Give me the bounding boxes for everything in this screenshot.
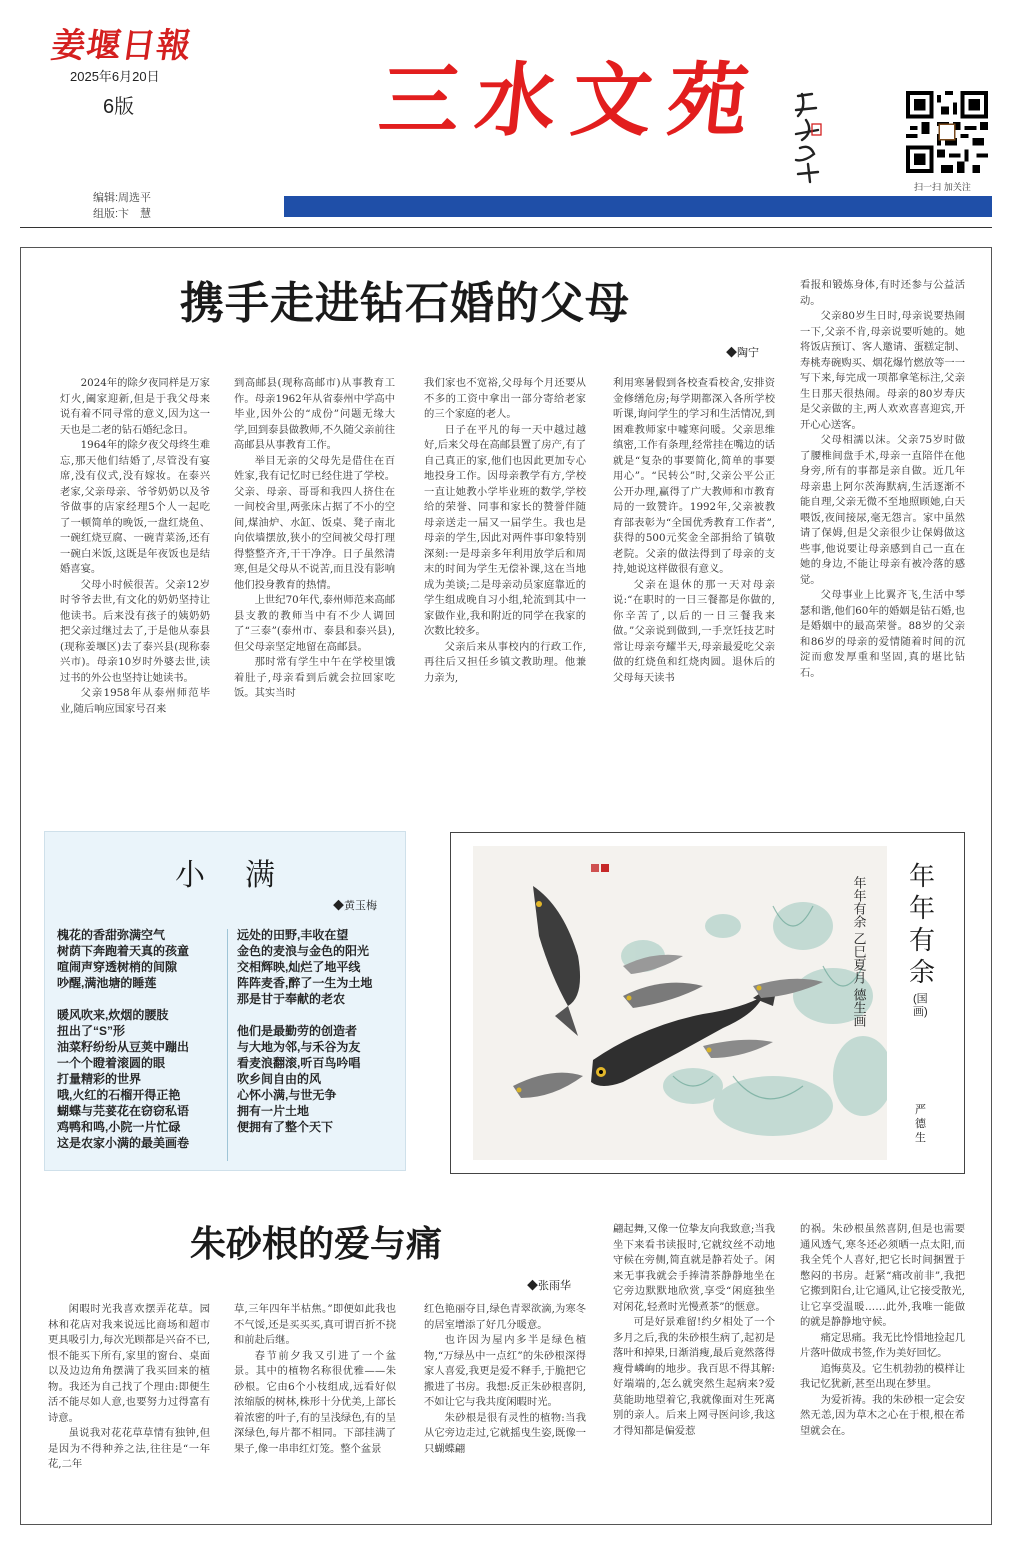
article-title: 朱砂根的爱与痛 [190,1223,443,1265]
paragraph: 红色艳丽夺目,绿色青翠欲滴,为寒冬的居室增添了好几分暖意。 [424,1303,586,1331]
header-color-bar [284,196,992,217]
paragraph: 父亲后来从事校内的行政工作,再往后又担任乡镇文教助理。他兼力亲为, [424,640,586,684]
qr-caption: 扫一扫 加关注 [914,183,971,193]
paragraph: 1964年的除夕夜父母终生难忘,那天他们结婚了,尽管没有宴席,没有仪式,没有嫁妆。在泰兴老家,父亲母亲、爷爷奶奶以及爷爷做事的店家经理5个人一起吃了一顿简单的晚饭,一盘红烧鱼、一碗红烧豆腐、一碗青菜汤,还有一碗白米饭,这既是年夜饭也是结婚喜宴。 [60,439,210,575]
paragraph: 日子在平凡的每一天中越过越好,后来父母在高邮县置了房产,有了自己真正的家,他们也因此更加专心地投身工作。因母亲教学有方,学校一直让她教小学毕业班的数学,学校给的荣誉、同事和家长的赞誉伴随母亲送走一届又一届学生。我也是母亲的学生,因此对两件事印象特别深刻:一是母亲多年利用放学后和周末的时间为学生无偿补课,这在当地成为美谈;二是母亲动员家庭靠近的学生组成晚自习小组,轮流到其中一家做作业,我和附近的同学在我家的次数比较多。 [424,423,586,637]
paragraph: 的祸。朱砂根虽然喜阴,但是也需要通风透气,寒冬还必须晒一点太阳,而我全凭个人喜好,把它长时间捆置于憋闷的书房。赶紧“痛改前非”,我把它搬到阳台,让它通风,让它接受散光,让它享受温暖……此外,我唯一能做的就是静静地守候。 [800,1223,965,1328]
paragraph: 父亲在退休的那一天对母亲说:“在职时的一日三餐都是你做的,你辛苦了,以后的一日三餐我来做。”父亲说到做到,一手烹饪技艺时常让母亲夸耀半天,母亲最爱吃父亲做的红烧鱼和红烧肉圆。退休后的父母每天读书 [613,578,775,684]
paragraph: 父亲80岁生日时,母亲说要热闹一下,父亲不肯,母亲说要听她的。她将饭店预订、客人邀请、蛋糕定制、寿桃寿碗购买、烟花爆竹燃放等一一写下来,每完成一项都拿笔标注,父亲生日那天很热闹。母亲的80岁寿庆是父亲做的主,两人欢欢喜喜迎宾,开开心心送客。 [800,310,965,431]
article-column [424,1302,586,1517]
poem-stanzas-left: 槐花的香甜弥满空气 树荫下奔跑着天真的孩童 喧闹声穿透树梢的间隙 吵醒,满池塘的睡莲 暖风吹来,炊烟的腰肢 扭出了“S”形 油菜籽纷纷从豆荚中蹦出 一个个瞪着滚圆的眼 打量精彩的世界 哦,火红的石榴开得正艳 蝴蝶与芫荽花在窃窃私语 鸡鸭和鸣,小院一片忙碌 这是农家小满的最美画卷 [57,928,190,1150]
calligraphy-signature-icon [788,90,824,186]
painting-artist: 严德生 [915,1104,926,1144]
newspaper-logo: 姜堰日報 [48,26,195,66]
article-column [48,1302,210,1517]
poem-byline: ◆黄玉梅 [333,900,377,912]
paragraph: 朱砂根是很有灵性的植物:当我从它旁边走过,它就摇曳生姿,既像一只蝴蝶翩 [424,1411,586,1455]
qr-code-icon[interactable] [906,91,988,173]
paragraph: 可是好景难留!约夕相处了一个多月之后,我的朱砂根生病了,起初是落叶和掉果,日渐消瘦,最后竟然落得瘦骨嶙峋的地步。我百思不得其解:好端端的,怎么就突然生起病来?爱莫能助地望着它,我就像面对生死离别的亲人。后来上网寻医问诊,我这才得知都是偏爱惹 [613,1316,775,1437]
paragraph: 翩起舞,又像一位挚友向我致意;当我坐下来看书读报时,它就纹丝不动地守候在旁侧,简直就是静若处子。闲来无事我就会手捧清茶静静地坐在它旁边默默地欣赏,享受“闲庭独坐对闲花,轻煮时光慢煮茶”的惬意。 [613,1223,775,1313]
editor-line: 编辑:周选平 [93,192,152,204]
article-column [234,1302,396,1517]
paragraph: 父母事业上比翼齐飞,生活中琴瑟和谐,他们60年的婚姻是钻石婚,也是婚姻中的最高荣誉。88岁的父亲和86岁的母亲的爱情随着时间的沉淀而愈发厚重和坚固,真的堪比钻石。 [800,589,965,679]
paragraph: 草,三年四年半枯焦。”即便如此我也不气馁,还是买买买,真可谓百折不挠和前赴后继。 [234,1303,396,1346]
paragraph: 父母小时候很苦。父亲12岁时爷爷去世,有文化的奶奶坚持让他读书。后来没有孩子的姨奶奶把父亲过继过去了,于是他从泰县(现称姜堰区)去了泰兴县(现称泰兴市)。母亲10岁时外婆去世,读过书的外公也坚持让她读书。 [60,578,210,684]
paragraph: 2024年的除夕夜同样是万家灯火,阖家迎新,但是于我父母来说有着不同寻常的意义,因为这一天也是二老的钻石婚纪念日。 [60,377,210,436]
paragraph: 春节前夕我又引进了一个盆景。其中的植物名称很优雅——朱砂根。它由6个小枝组成,远看好似浓缩版的树林,株形十分优美,上部长着浓密的叶子,有的呈浅绿色,有的呈深绿色,每片都不相同。下部挂满了果子,像一串串红灯笼。整个盆景 [234,1349,396,1455]
page-number: 6版 [103,96,135,118]
paragraph: 我们家也不宽裕,父母每个月还要从不多的工资中拿出一部分寄给老家的三个家庭的老人。 [424,377,586,420]
paragraph: 那时常有学生中午在学校里饿着肚子,母亲看到后就会拉回家吃饭。其实当时 [234,656,395,699]
paragraph: 也许因为屋内多半是绿色植物,“万绿丛中一点红”的朱砂根深得家人喜爱,我更是爱不释手,于脆把它搬进了书房。我想:反正朱砂根喜阴,不如让它与我共度闲暇时光。 [424,1334,586,1408]
poem-box [44,831,406,1171]
paragraph: 为爱祈祷。我的朱砂根一定会安然无恙,因为草木之心在于根,根在希望就会在。 [800,1393,965,1437]
poem-title: 小满 [175,858,315,893]
paragraph: 追悔莫及。它生机勃勃的模样让我记忆犹新,甚至出现在梦里。 [800,1362,965,1390]
painting-frame [450,832,965,1174]
poem-stanzas-right: 远处的田野,丰收在望 金色的麦浪与金色的阳光 交相辉映,灿烂了地平线 阵阵麦香,醉了一生为土地 那是甘于奉献的老农 他们是最勤劳的创造者 与大地为邻,与禾谷为友 看麦浪翻滚,听百鸟吟唱 吹乡间自由的风 心怀小满,与世无争 拥有一片土地 便拥有了整个天下 [237,928,373,1134]
article-column [60,376,210,816]
article-column [800,278,965,818]
issue-date: 2025年6月20日 [70,69,160,84]
painting-inscription: 年年有余 乙巳夏月 德生画 [850,876,866,1028]
paragraph: 利用寒暑假到各校查看校舍,安排资金修缮危房;每学期都深入各所学校听课,询问学生的学习和生活情况,到困难教师家中嘘寒问暖。父亲思维缜密,工作有条理,经常挂在嘴边的话就是“复杂的事要简化,简单的事要用心”。“民转公”时,父亲公平公正公开办理,赢得了广大教师和市教育局的一致赞许。1992年,父亲被教育部表彰为“全国优秀教育工作者”,获得的500元奖金全部捐给了镇敬老院。父亲的做法得到了母亲的支持,她说这样做很有意义。 [613,377,775,575]
article-column [613,376,775,816]
article-byline: ◆张雨华 [527,1280,571,1292]
paragraph: 举目无亲的父母先是借住在百姓家,我有记忆时已经住进了学校。父亲、母亲、哥哥和我四人挤住在一间校舍里,两张床占据了不小的空间,煤油炉、水缸、饭桌、凳子南北向依墙摆放,狭小的空间被父母打理得整整齐齐,干干净净。日子虽然清寒,但是父母从不说苦,而且没有影响他们投身教育的热情。 [234,454,395,591]
layout-line: 组版:卞 慧 [93,208,152,220]
paragraph: 父亲1958年从泰州师范毕业,随后响应国家号召来 [60,687,210,715]
article-column [234,376,395,816]
article-column [424,376,586,816]
article-column [613,1222,775,1517]
poem-divider [227,929,228,1161]
editor-credits [93,190,151,222]
paragraph: 看报和锻炼身体,有时还参与公益活动。 [800,279,965,307]
painting-medium: (国画) [913,993,928,1018]
article-byline: ◆陶宁 [726,347,759,359]
paragraph: 父母相濡以沫。父亲75岁时做了腰椎间盘手术,母亲一直陪伴在他身旁,所有的事都是亲自做。近几年母亲患上阿尔茨海默病,生活逐渐不能自理,父亲无微不至地照顾她,白天喂饭,夜间接尿,毫无怨言。家中虽然请了保姆,但是父亲很少让保姆做这些事,他说要让母亲感到自己一直在她的身边,不能让母亲有被冷落的感觉。 [800,434,965,586]
painting-title: 年年有余 [909,862,936,988]
koi-painting-image [473,846,887,1160]
paragraph: 上世纪70年代,泰州师范来高邮县支教的教师当中有不少人调回了“三泰”(泰州市、泰县和泰兴县),但父母亲坚定地留在高邮县。 [234,594,395,653]
paragraph: 到高邮县(现称高邮市)从事教育工作。母亲1962年从省泰州中学高中毕业,因外公的“成份”问题无缘大学,回到泰县做教师,不久随父亲前往高邮县从事教育工作。 [234,377,395,451]
article-title: 携手走进钻石婚的父母 [180,278,630,329]
paragraph: 闲暇时光我喜欢摆弄花草。园林和花店对我来说远比商场和超市更具吸引力,每次光顾都是兴奋不已,恨不能买下所有,家里的窗台、桌面以及边边角角摆满了我买回来的植物。我还为自己找了个理由:即便生活不能尽如人意,也要努力过得富有诗意。 [48,1303,210,1424]
paragraph: 虽说我对花花草草情有独钟,但是因为不得种养之法,往往是“一年花,二年 [48,1427,210,1470]
section-title: 三水文苑 [375,53,769,147]
header-divider [20,227,992,228]
paragraph: 痛定思痛。我无比怜惜地捡起几片落叶做成书签,作为美好回忆。 [800,1331,965,1359]
article-column [800,1222,965,1517]
